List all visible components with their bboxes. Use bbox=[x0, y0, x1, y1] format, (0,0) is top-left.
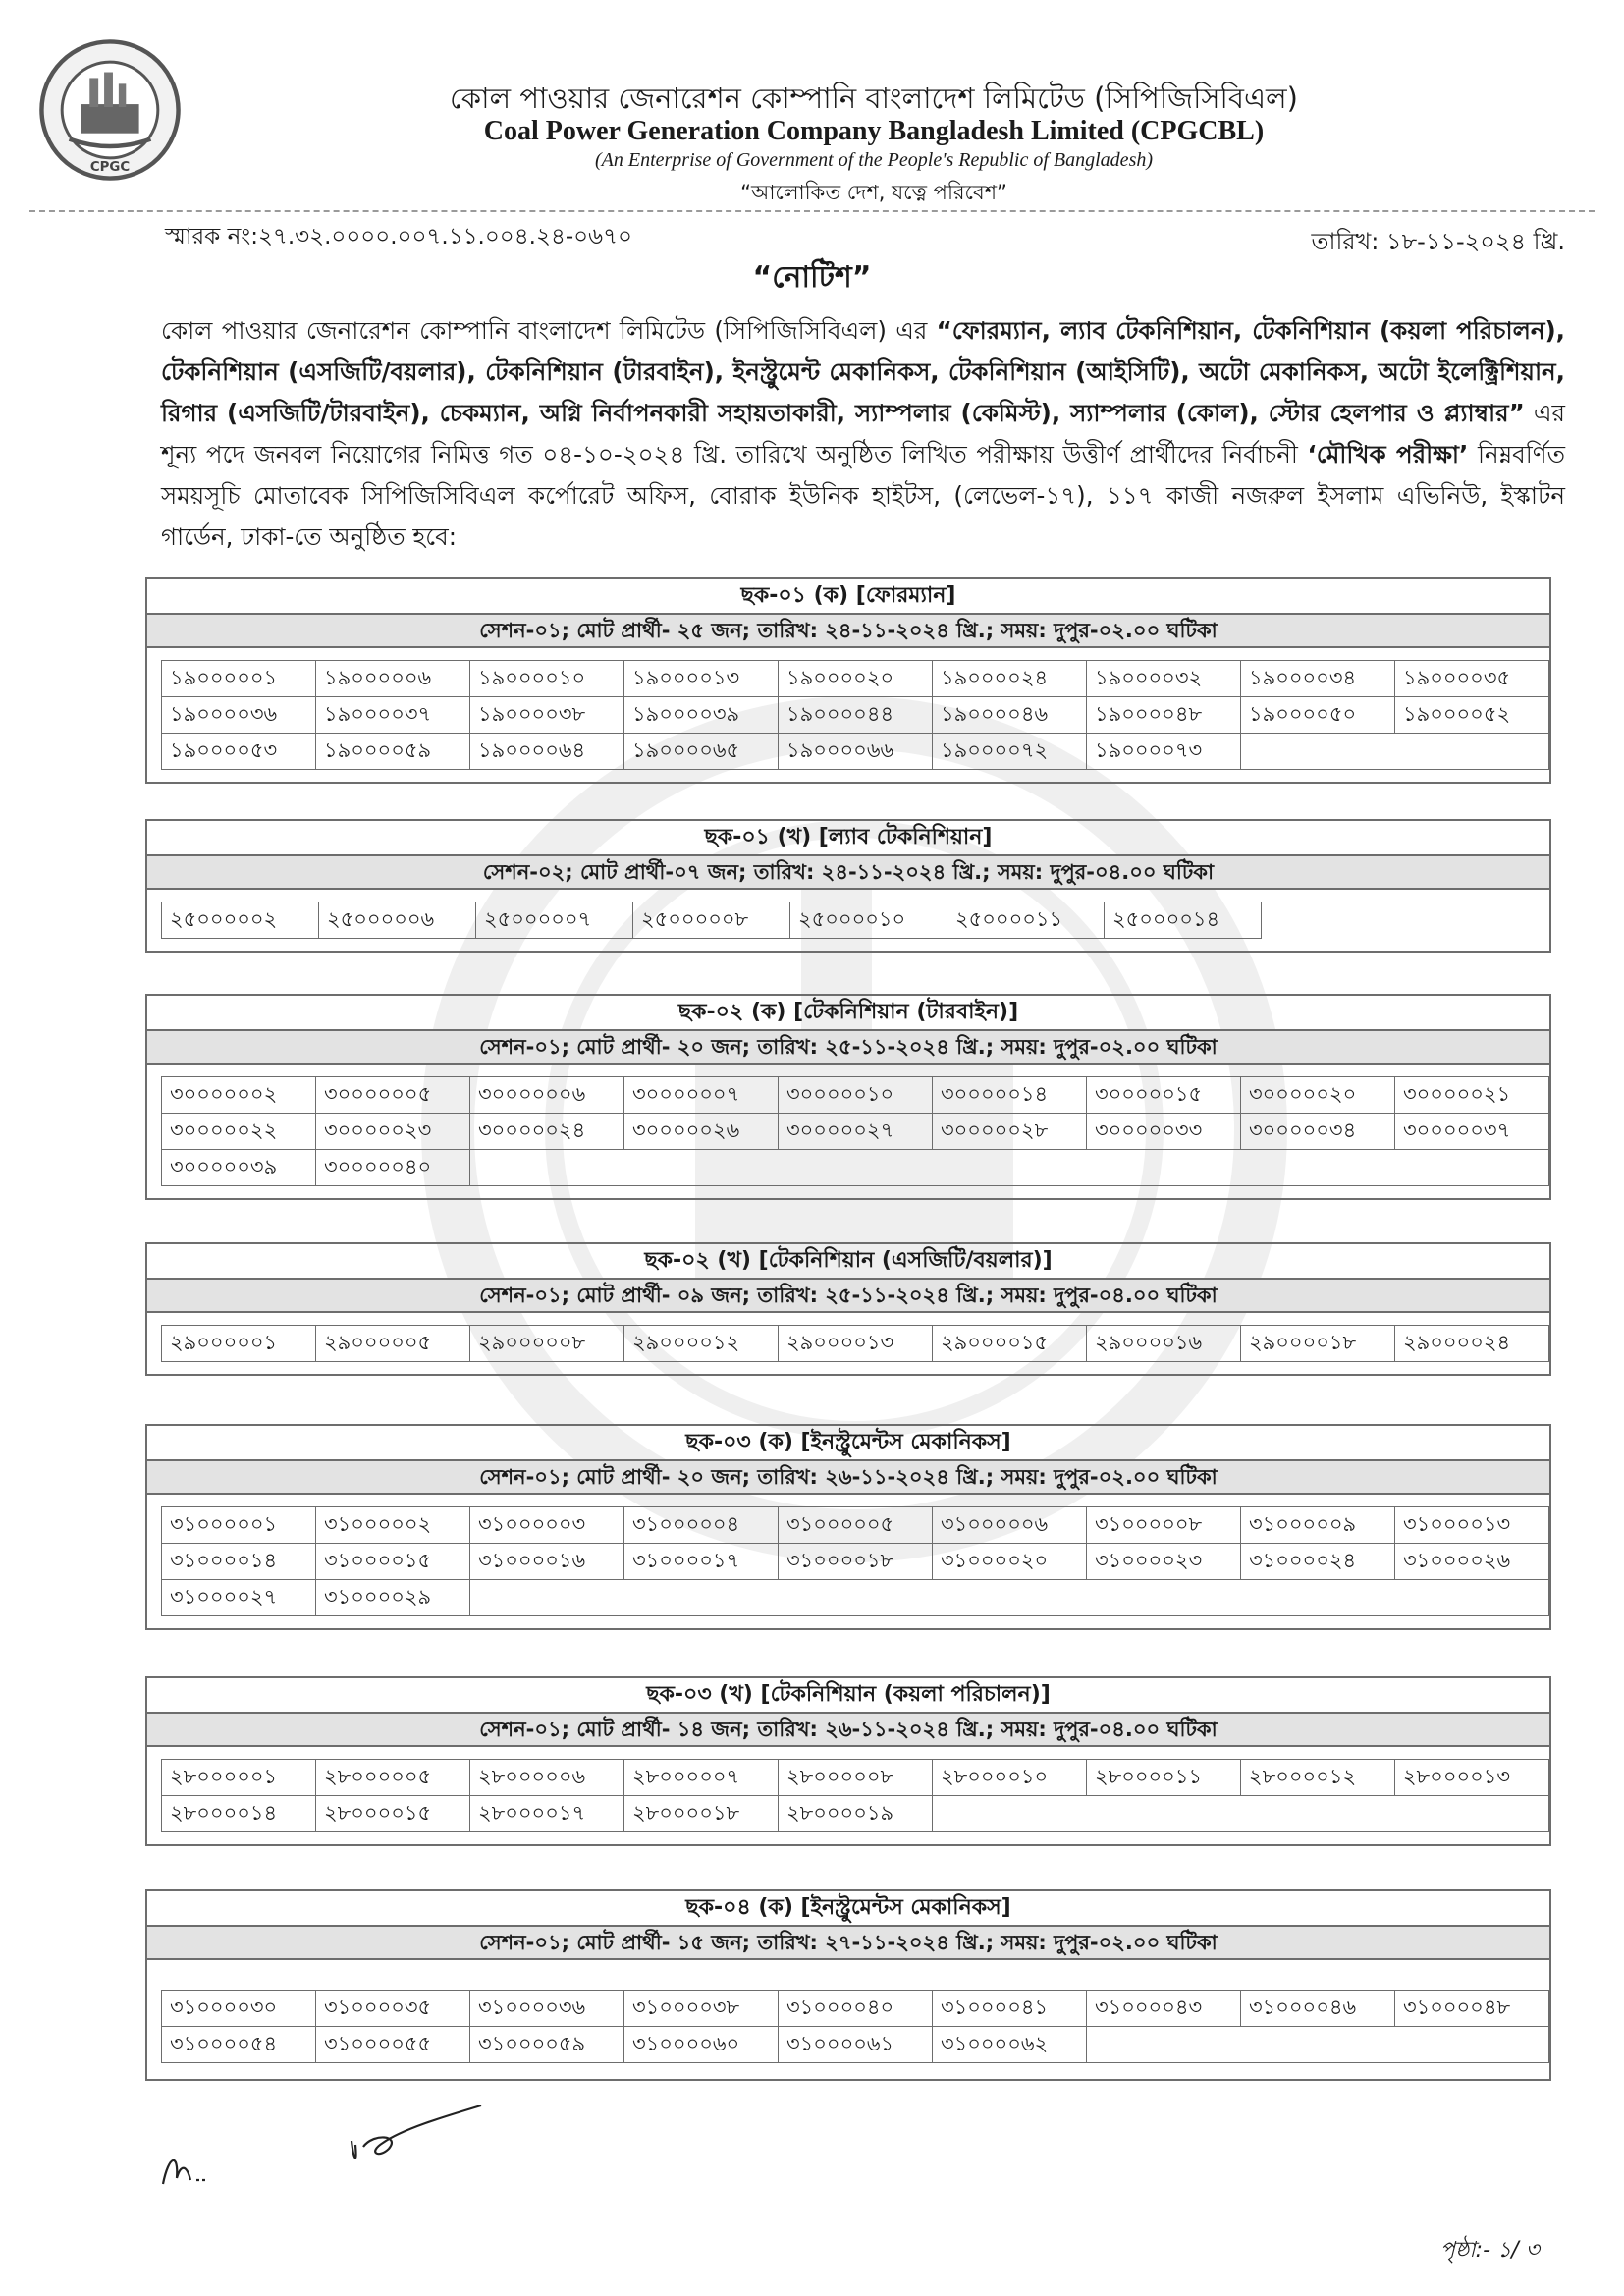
body-text-part: এর শূন্য পদে জনবল নিয়োগের নিমিত্ত গত ০৪-১০-২০২৪ খ্রি. তারিখে অনুষ্ঠিত লিখিত পরীক্ষায় উত্তীর্ণ প্রার্থীদের নির্বাচনী bbox=[161, 399, 1565, 468]
body-text-part: নিম্নবর্ণিত সময়সূচি মোতাবেক সিপিজিসিবিএল কর্পোরেট অফিস, বোরাক ইউনিক হাইটস, (লেভেল-১৭), ১১৭ কাজী নজরুল ইসলাম এভিনিউ, ইস্কাটন গার্ডেন, ঢাকা-তে অনুষ্ঠিত হবে: bbox=[161, 440, 1565, 551]
roll-number-cell: ২৫০০০০১১ bbox=[947, 902, 1105, 939]
roll-number-cell: ১৯০০০০২০ bbox=[778, 661, 932, 697]
roll-number-cell: ২৮০০০০১৪ bbox=[162, 1796, 316, 1832]
signature-scribble bbox=[344, 2098, 491, 2168]
roll-number-cell: ৩০০০০০২০ bbox=[1240, 1077, 1394, 1114]
table-row bbox=[162, 1580, 1549, 1616]
block-title: ছক-০২ (খ) [টেকনিশিয়ান (এসজিটি/বয়লার)] bbox=[147, 1244, 1549, 1280]
roll-number-cell: ৩০০০০০২৮ bbox=[933, 1114, 1087, 1150]
block-session-info: সেশন-০১; মোট প্রার্থী- ২৫ জন; তারিখ: ২৪-১১-২০২৪ খ্রি.; সময়: দুপুর-০২.০০ ঘটিকা bbox=[147, 615, 1549, 648]
roll-number-cell: ৩১০০০০২৯ bbox=[316, 1580, 470, 1616]
roll-number-cell: ২৯০০০০২৪ bbox=[1394, 1326, 1548, 1362]
roll-number-cell: ৩১০০০০৫৪ bbox=[162, 2027, 316, 2063]
roll-number-cell: ৩০০০০০২৪ bbox=[470, 1114, 624, 1150]
roll-number-cell: ২৯০০০০০১ bbox=[162, 1326, 316, 1362]
roll-number-cell: ৩০০০০০০৭ bbox=[624, 1077, 779, 1114]
roll-number-cell: ১৯০০০০৭৩ bbox=[1086, 734, 1240, 770]
roll-number-cell: ১৯০০০০৬৪ bbox=[470, 734, 624, 770]
roll-number-cell: ৩১০০০০৬০ bbox=[623, 2027, 778, 2063]
roll-number-cell: ২৯০০০০১৮ bbox=[1240, 1326, 1394, 1362]
roll-number-cell: ৩১০০০০০৬ bbox=[932, 1507, 1086, 1544]
roll-number-cell: ২৯০০০০১৬ bbox=[1086, 1326, 1240, 1362]
body-viva-label: ‘মৌখিক পরীক্ষা’ bbox=[1307, 440, 1469, 468]
roll-number-cell: ২৮০০০০০৫ bbox=[315, 1760, 469, 1796]
notice-body bbox=[161, 310, 1565, 558]
roll-number-cell: ২৮০০০০১৭ bbox=[469, 1796, 623, 1832]
table-row bbox=[162, 1326, 1549, 1362]
block-title: ছক-০১ (খ) [ল্যাব টেকনিশিয়ান] bbox=[147, 821, 1549, 856]
roll-number-table bbox=[161, 1325, 1549, 1362]
roll-number-cell: ২৫০০০০১০ bbox=[790, 902, 947, 939]
roll-number-cell: ৩১০০০০৪৩ bbox=[1086, 1991, 1240, 2027]
memo-number: স্মারক নং:২৭.৩২.০০০০.০০৭.১১.০০৪.২৪-০৬৭০ bbox=[165, 224, 632, 249]
roll-number-cell: ২৮০০০০১৫ bbox=[315, 1796, 469, 1832]
table-row bbox=[162, 1991, 1549, 2027]
roll-number-cell: ১৯০০০০৩৬ bbox=[162, 697, 316, 734]
roll-number-cell: ৩১০০০০৪৬ bbox=[1240, 1991, 1394, 2027]
block-title: ছক-০৩ (খ) [টেকনিশিয়ান (কয়লা পরিচালন)] bbox=[147, 1678, 1549, 1714]
roll-number-cell: ১৯০০০০৪৮ bbox=[1086, 697, 1240, 734]
schedule-block bbox=[145, 1242, 1551, 1376]
roll-number-table bbox=[161, 660, 1549, 770]
block-title: ছক-০৩ (ক) [ইনস্ট্রুমেন্টস মেকানিকস] bbox=[147, 1426, 1549, 1461]
block-session-info: সেশন-০১; মোট প্রার্থী- ০৯ জন; তারিখ: ২৫-১১-২০২৪ খ্রি.; সময়: দুপুর-০৪.০০ ঘটিকা bbox=[147, 1280, 1549, 1313]
roll-number-cell: ২৮০০০০১১ bbox=[1086, 1760, 1240, 1796]
roll-number-cell: ১৯০০০০৩৭ bbox=[316, 697, 470, 734]
roll-number-cell: ২৮০০০০১০ bbox=[932, 1760, 1086, 1796]
roll-number-cell: ১৯০০০০৩২ bbox=[1086, 661, 1240, 697]
roll-number-cell: ৩১০০০০২০ bbox=[932, 1544, 1086, 1580]
empty-cell bbox=[1086, 2027, 1548, 2063]
roll-number-cell: ২৮০০০০০৬ bbox=[469, 1760, 623, 1796]
roll-number-cell: ৩১০০০০১৪ bbox=[162, 1544, 316, 1580]
block-session-info: সেশন-০১; মোট প্রার্থী- ২০ জন; তারিখ: ২৬-১১-২০২৪ খ্রি.; সময়: দুপুর-০২.০০ ঘটিকা bbox=[147, 1461, 1549, 1495]
org-name-english: Coal Power Generation Company Bangladesh Limited (CPGCBL) bbox=[483, 116, 1265, 146]
roll-number-cell: ৩১০০০০১৭ bbox=[624, 1544, 779, 1580]
roll-number-cell: ১৯০০০০৭২ bbox=[932, 734, 1086, 770]
roll-number-table bbox=[161, 1990, 1549, 2063]
org-name-bangla: কোল পাওয়ার জেনারেশন কোম্পানি বাংলাদেশ লিমিটেড (সিপিজিসিবিএল) bbox=[450, 82, 1298, 115]
header-divider bbox=[29, 210, 1595, 212]
block-title: ছক-০১ (ক) [ফোরম্যান] bbox=[147, 579, 1549, 615]
signature-initial bbox=[157, 2145, 216, 2192]
roll-number-cell: ১৯০০০০০১ bbox=[162, 661, 316, 697]
table-row bbox=[162, 1150, 1549, 1186]
roll-number-cell: ১৯০০০০৩৮ bbox=[470, 697, 624, 734]
roll-number-table bbox=[161, 1759, 1549, 1832]
roll-number-cell: ৩১০০০০০৪ bbox=[624, 1507, 779, 1544]
roll-number-cell: ২৮০০০০০৭ bbox=[623, 1760, 778, 1796]
roll-number-cell: ১৯০০০০১০ bbox=[470, 661, 624, 697]
schedule-block bbox=[145, 1424, 1551, 1630]
roll-number-cell: ৩১০০০০২৩ bbox=[1086, 1544, 1240, 1580]
roll-number-cell: ৩১০০০০৪৮ bbox=[1394, 1991, 1548, 2027]
schedule-block bbox=[145, 1676, 1551, 1846]
roll-number-cell: ১৯০০০০৬৫ bbox=[623, 734, 778, 770]
svg-text:CPGC: CPGC bbox=[89, 160, 131, 176]
table-row bbox=[162, 1544, 1549, 1580]
schedule-block bbox=[145, 819, 1551, 953]
roll-number-cell: ২৮০০০০১৮ bbox=[623, 1796, 778, 1832]
roll-number-cell: ১৯০০০০২৪ bbox=[932, 661, 1086, 697]
roll-number-cell: ১৯০০০০৫০ bbox=[1240, 697, 1394, 734]
roll-number-cell: ৩১০০০০৬২ bbox=[932, 2027, 1086, 2063]
empty-cell bbox=[470, 1150, 1549, 1186]
roll-number-cell: ৩১০০০০০৮ bbox=[1086, 1507, 1240, 1544]
roll-number-cell: ২৫০০০০০৭ bbox=[476, 902, 633, 939]
roll-number-cell: ৩০০০০০৩৪ bbox=[1240, 1114, 1394, 1150]
org-motto: “আলোকিত দেশ, যত্নে পরিবেশ” bbox=[740, 181, 1007, 204]
table-row bbox=[162, 734, 1549, 770]
roll-number-cell: ৩০০০০০২৬ bbox=[624, 1114, 779, 1150]
roll-number-cell: ৩১০০০০২৭ bbox=[162, 1580, 316, 1616]
roll-number-cell: ৩১০০০০১৫ bbox=[316, 1544, 470, 1580]
roll-number-cell: ৩১০০০০৪১ bbox=[932, 1991, 1086, 2027]
roll-number-cell: ৩০০০০০০৬ bbox=[470, 1077, 624, 1114]
roll-number-cell: ৩০০০০০২৩ bbox=[316, 1114, 470, 1150]
roll-number-cell: ৩১০০০০৩৮ bbox=[623, 1991, 778, 2027]
roll-number-cell: ৩০০০০০৩৩ bbox=[1086, 1114, 1240, 1150]
table-row bbox=[162, 697, 1549, 734]
roll-number-cell: ১৯০০০০৩৪ bbox=[1240, 661, 1394, 697]
schedule-block bbox=[145, 1889, 1551, 2081]
block-session-info: সেশন-০১; মোট প্রার্থী- ১৫ জন; তারিখ: ২৭-১১-২০২৪ খ্রি.; সময়: দুপুর-০২.০০ ঘটিকা bbox=[147, 1927, 1549, 1960]
roll-number-table bbox=[161, 1076, 1549, 1186]
roll-number-cell: ১৯০০০০৫৩ bbox=[162, 734, 316, 770]
table-row bbox=[162, 1796, 1549, 1832]
cpgcbl-logo bbox=[37, 37, 183, 183]
table-row bbox=[162, 1114, 1549, 1150]
roll-number-cell: ১৯০০০০৩৫ bbox=[1394, 661, 1548, 697]
schedule-block bbox=[145, 994, 1551, 1200]
table-row bbox=[162, 1507, 1549, 1544]
roll-number-cell: ২৮০০০০০১ bbox=[162, 1760, 316, 1796]
roll-number-cell: ২৮০০০০১৩ bbox=[1394, 1760, 1548, 1796]
notice-title: “নোটিশ” bbox=[752, 260, 872, 295]
body-positions-list: “ফোরম্যান, ল্যাব টেকনিশিয়ান, টেকনিশিয়ান (কয়লা পরিচালন), টেকনিশিয়ান (এসজিটি/বয়লার), টেকনিশিয়ান (টারবাইন), ইনস্ট্রুমেন্ট মেকানিকস, টেকনিশিয়ান (আইসিটি), অটো মেকানিকস, অটো ইলেক্ট্রিশিয়ান, রিগার (এসজিটি/টারবাইন), চেকম্যান, অগ্নি নির্বাপনকারী সহায়তাকারী, স্যাম্পলার (কেমিস্ট), স্যাম্পলার (কোল), স্টোর হেলপার ও প্ল্যাম্বার” bbox=[161, 316, 1565, 427]
roll-number-cell: ৩১০০০০৩৬ bbox=[469, 1991, 623, 2027]
roll-number-cell: ১৯০০০০০৬ bbox=[316, 661, 470, 697]
roll-number-cell: ১৯০০০০৪৪ bbox=[778, 697, 932, 734]
empty-cell bbox=[932, 1796, 1548, 1832]
block-session-info: সেশন-০২; মোট প্রার্থী-০৭ জন; তারিখ: ২৪-১১-২০২৪ খ্রি.; সময়: দুপুর-০৪.০০ ঘটিকা bbox=[147, 856, 1549, 890]
roll-number-cell: ২৮০০০০০৮ bbox=[778, 1760, 932, 1796]
roll-number-cell: ৩১০০০০৬১ bbox=[778, 2027, 932, 2063]
roll-number-cell: ৩১০০০০১৮ bbox=[778, 1544, 932, 1580]
roll-number-table bbox=[161, 902, 1262, 939]
roll-number-cell: ৩০০০০০১০ bbox=[779, 1077, 933, 1114]
roll-number-cell: ৩১০০০০৫৫ bbox=[316, 2027, 470, 2063]
empty-cell bbox=[1240, 734, 1548, 770]
roll-number-cell: ৩০০০০০৩৯ bbox=[162, 1150, 316, 1186]
roll-number-cell: ৩১০০০০২৪ bbox=[1240, 1544, 1394, 1580]
roll-number-table bbox=[161, 1506, 1549, 1616]
roll-number-cell: ২৫০০০০০৮ bbox=[633, 902, 790, 939]
roll-number-cell: ৩১০০০০১৬ bbox=[470, 1544, 624, 1580]
roll-number-cell: ১৯০০০০৫৯ bbox=[316, 734, 470, 770]
roll-number-cell: ২৮০০০০১২ bbox=[1240, 1760, 1394, 1796]
block-title: ছক-০২ (ক) [টেকনিশিয়ান (টারবাইন)] bbox=[147, 996, 1549, 1031]
roll-number-cell: ২৫০০০০০৬ bbox=[319, 902, 476, 939]
roll-number-cell: ২৯০০০০০৫ bbox=[316, 1326, 470, 1362]
block-session-info: সেশন-০১; মোট প্রার্থী- ১৪ জন; তারিখ: ২৬-১১-২০২৪ খ্রি.; সময়: দুপুর-০৪.০০ ঘটিকা bbox=[147, 1714, 1549, 1747]
page-number: পৃষ্ঠা:- ১/ ৩ bbox=[1440, 2238, 1540, 2263]
table-row bbox=[162, 1760, 1549, 1796]
roll-number-cell: ২৯০০০০১৫ bbox=[933, 1326, 1087, 1362]
roll-number-cell: ১৯০০০০৩৯ bbox=[623, 697, 778, 734]
roll-number-cell: ৩১০০০০০৯ bbox=[1240, 1507, 1394, 1544]
roll-number-cell: ৩১০০০০৪০ bbox=[778, 1991, 932, 2027]
body-text-part: কোল পাওয়ার জেনারেশন কোম্পানি বাংলাদেশ লিমিটেড (সিপিজিসিবিএল) এর bbox=[161, 316, 937, 345]
roll-number-cell: ১৯০০০০৬৬ bbox=[778, 734, 932, 770]
roll-number-cell: ৩১০০০০০১ bbox=[162, 1507, 316, 1544]
roll-number-cell: ২৯০০০০০৮ bbox=[470, 1326, 624, 1362]
roll-number-cell: ৩০০০০০২১ bbox=[1394, 1077, 1548, 1114]
block-title: ছক-০৪ (ক) [ইনস্ট্রুমেন্টস মেকানিকস] bbox=[147, 1891, 1549, 1927]
roll-number-cell: ৩০০০০০৪০ bbox=[316, 1150, 470, 1186]
roll-number-cell: ৩০০০০০১৪ bbox=[933, 1077, 1087, 1114]
roll-number-cell: ৩১০০০০৩৫ bbox=[316, 1991, 470, 2027]
roll-number-cell: ২৯০০০০১২ bbox=[624, 1326, 779, 1362]
roll-number-cell: ৩০০০০০০৫ bbox=[316, 1077, 470, 1114]
roll-number-cell: ৩০০০০০৩৭ bbox=[1394, 1114, 1548, 1150]
roll-number-cell: ৩১০০০০০৫ bbox=[778, 1507, 932, 1544]
roll-number-cell: ৩১০০০০৩০ bbox=[162, 1991, 316, 2027]
roll-number-cell: ১৯০০০০১৩ bbox=[623, 661, 778, 697]
block-session-info: সেশন-০১; মোট প্রার্থী- ২০ জন; তারিখ: ২৫-১১-২০২৪ খ্রি.; সময়: দুপুর-০২.০০ ঘটিকা bbox=[147, 1031, 1549, 1065]
roll-number-cell: ৩০০০০০২৭ bbox=[779, 1114, 933, 1150]
org-subtitle: (An Enterprise of Government of the People's Republic of Bangladesh) bbox=[594, 149, 1154, 171]
roll-number-cell: ১৯০০০০৪৬ bbox=[932, 697, 1086, 734]
roll-number-cell: ৩০০০০০২২ bbox=[162, 1114, 316, 1150]
table-row bbox=[162, 1077, 1549, 1114]
table-row bbox=[162, 902, 1262, 939]
table-row bbox=[162, 2027, 1549, 2063]
roll-number-cell: ২৮০০০০১৯ bbox=[778, 1796, 932, 1832]
roll-number-cell: ৩১০০০০০৩ bbox=[470, 1507, 624, 1544]
table-row bbox=[162, 661, 1549, 697]
roll-number-cell: ৩০০০০০০২ bbox=[162, 1077, 316, 1114]
schedule-block bbox=[145, 577, 1551, 784]
roll-number-cell: ২৫০০০০১৪ bbox=[1105, 902, 1262, 939]
empty-cell bbox=[470, 1580, 1549, 1616]
roll-number-cell: ৩০০০০০১৫ bbox=[1086, 1077, 1240, 1114]
roll-number-cell: ৩১০০০০৫৯ bbox=[469, 2027, 623, 2063]
roll-number-cell: ৩১০০০০১৩ bbox=[1394, 1507, 1548, 1544]
roll-number-cell: ৩১০০০০২৬ bbox=[1394, 1544, 1548, 1580]
roll-number-cell: ২৫০০০০০২ bbox=[162, 902, 319, 939]
roll-number-cell: ২৯০০০০১৩ bbox=[779, 1326, 933, 1362]
notice-date: তারিখ: ১৮-১১-২০২৪ খ্রি. bbox=[1311, 228, 1565, 255]
roll-number-cell: ১৯০০০০৫২ bbox=[1394, 697, 1548, 734]
roll-number-cell: ৩১০০০০০২ bbox=[316, 1507, 470, 1544]
